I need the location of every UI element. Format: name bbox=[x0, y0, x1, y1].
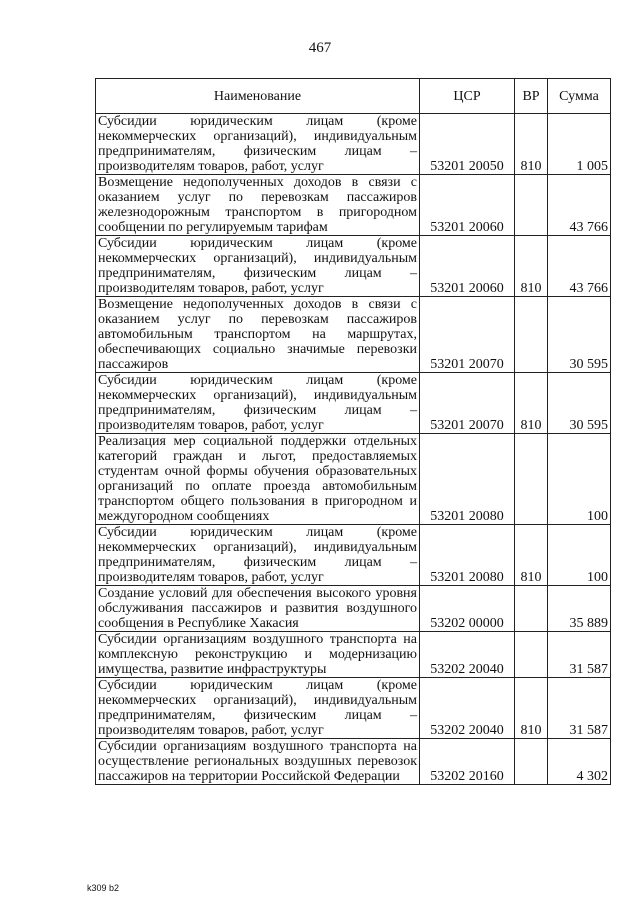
table-row bbox=[96, 739, 611, 785]
table-row bbox=[96, 586, 611, 632]
row-name: Возмещение недополученных доходов в связи с оказанием услуг по перевозкам пассажиров автомобильным транспортом на маршрутах, обеспечивающих социально значимые перевозки пассажиров bbox=[96, 297, 420, 373]
row-csr: 53202 20040 bbox=[420, 632, 515, 678]
table-row bbox=[96, 525, 611, 586]
row-csr: 53201 20050 bbox=[420, 114, 515, 175]
row-csr: 53201 20060 bbox=[420, 175, 515, 236]
row-vr: 810 bbox=[515, 678, 548, 739]
row-sum: 43 766 bbox=[548, 236, 611, 297]
table-header-row bbox=[96, 79, 611, 114]
row-sum: 35 889 bbox=[548, 586, 611, 632]
row-sum: 100 bbox=[548, 525, 611, 586]
row-vr: 810 bbox=[515, 525, 548, 586]
footer-code: k309 b2 bbox=[87, 883, 120, 893]
row-csr: 53201 20080 bbox=[420, 525, 515, 586]
row-sum: 43 766 bbox=[548, 175, 611, 236]
row-sum: 31 587 bbox=[548, 632, 611, 678]
row-name: Субсидии организациям воздушного транспорта на осуществление региональных воздушных перевозок пассажиров на территории Российской Федерации bbox=[96, 739, 420, 785]
row-csr: 53201 20070 bbox=[420, 297, 515, 373]
row-csr: 53202 20040 bbox=[420, 678, 515, 739]
row-name: Создание условий для обеспечения высокого уровня обслуживания пассажиров и развития воздушного сообщения в Республике Хакасия bbox=[96, 586, 420, 632]
row-name: Субсидии юридическим лицам (кроме некоммерческих организаций), индивидуальным предпринимателям, физическим лицам – производителям товаров, работ, услуг bbox=[96, 114, 420, 175]
header-name: Наименование bbox=[96, 79, 420, 114]
row-sum: 30 595 bbox=[548, 373, 611, 434]
row-csr: 53201 20060 bbox=[420, 236, 515, 297]
header-vr: ВР bbox=[515, 79, 548, 114]
table-row bbox=[96, 373, 611, 434]
row-csr: 53201 20070 bbox=[420, 373, 515, 434]
row-vr bbox=[515, 586, 548, 632]
row-sum: 31 587 bbox=[548, 678, 611, 739]
row-name: Субсидии юридическим лицам (кроме некоммерческих организаций), индивидуальным предпринимателям, физическим лицам – производителям товаров, работ, услуг bbox=[96, 525, 420, 586]
row-vr: 810 bbox=[515, 114, 548, 175]
row-vr bbox=[515, 297, 548, 373]
table-row bbox=[96, 236, 611, 297]
table-row bbox=[96, 297, 611, 373]
row-csr: 53202 00000 bbox=[420, 586, 515, 632]
row-sum: 30 595 bbox=[548, 297, 611, 373]
header-sum: Сумма bbox=[548, 79, 611, 114]
row-name: Реализация мер социальной поддержки отдельных категорий граждан и льгот, предоставляемых студентам очной формы обучения образовательных организаций по оплате проезда автомобильным транспортом общего пользования в пригородном и междугородном сообщениях bbox=[96, 434, 420, 525]
row-vr: 810 bbox=[515, 373, 548, 434]
row-name: Субсидии организациям воздушного транспорта на комплексную реконструкцию и модернизацию имущества, развитие инфраструктуры bbox=[96, 632, 420, 678]
row-name: Субсидии юридическим лицам (кроме некоммерческих организаций), индивидуальным предпринимателям, физическим лицам – производителям товаров, работ, услуг bbox=[96, 236, 420, 297]
budget-table bbox=[95, 78, 611, 785]
page-number: 467 bbox=[308, 40, 332, 56]
row-vr: 810 bbox=[515, 236, 548, 297]
row-csr: 53202 20160 bbox=[420, 739, 515, 785]
row-vr bbox=[515, 739, 548, 785]
table-row bbox=[96, 678, 611, 739]
row-sum: 1 005 bbox=[548, 114, 611, 175]
row-vr bbox=[515, 175, 548, 236]
table-row bbox=[96, 632, 611, 678]
row-vr bbox=[515, 434, 548, 525]
row-name: Субсидии юридическим лицам (кроме некоммерческих организаций), индивидуальным предпринимателям, физическим лицам – производителям товаров, работ, услуг bbox=[96, 678, 420, 739]
table-row bbox=[96, 175, 611, 236]
row-name: Субсидии юридическим лицам (кроме некоммерческих организаций), индивидуальным предпринимателям, физическим лицам – производителям товаров, работ, услуг bbox=[96, 373, 420, 434]
row-name: Возмещение недополученных доходов в связи с оказанием услуг по перевозкам пассажиров железнодорожным транспортом в пригородном сообщении по регулируемым тарифам bbox=[96, 175, 420, 236]
row-vr bbox=[515, 632, 548, 678]
table-row bbox=[96, 114, 611, 175]
header-csr: ЦСР bbox=[420, 79, 515, 114]
row-sum: 100 bbox=[548, 434, 611, 525]
table-row bbox=[96, 434, 611, 525]
row-sum: 4 302 bbox=[548, 739, 611, 785]
row-csr: 53201 20080 bbox=[420, 434, 515, 525]
